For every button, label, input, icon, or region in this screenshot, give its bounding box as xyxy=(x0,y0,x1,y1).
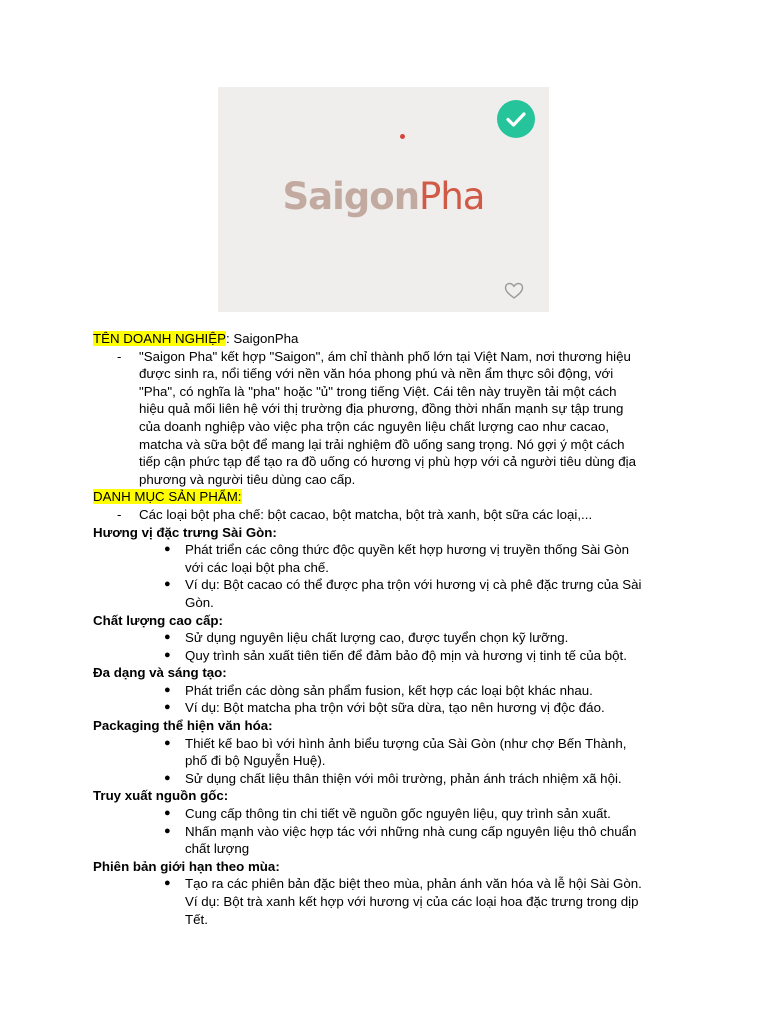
description-line: hiệu quả mối liên hệ với thị trường địa phương, đồng thời nhấn mạnh sự tập trung xyxy=(139,401,624,417)
bullet-item xyxy=(93,770,683,788)
bullet-item xyxy=(93,699,683,717)
bullet-line: với các loại bột pha chế. xyxy=(185,559,329,575)
description-line: "Pha", có nghĩa là "pha" hoặc "ủ" trong tiếng Việt. Cái tên này truyền tải một cách xyxy=(139,383,617,399)
document-body xyxy=(93,330,683,928)
logo-wordmark-saigon: Saigon xyxy=(282,175,420,218)
bullet-line: Cung cấp thông tin chi tiết về nguồn gốc nguyên liệu, quy trình sản xuất. xyxy=(185,806,611,822)
bullet-line: Tạo ra các phiên bản đặc biệt theo mùa, phản ánh văn hóa và lễ hội Sài Gòn. xyxy=(185,876,642,892)
bullet-marker: ● xyxy=(164,736,171,749)
bullet-line: Nhấn mạnh vào việc hợp tác với những nhà cung cấp nguyên liệu thô chuẩn xyxy=(185,823,637,839)
bullet-line: Phát triển các dòng sản phẩm fusion, kết hợp các loại bột khác nhau. xyxy=(185,682,593,698)
bullet-line: chất lượng xyxy=(185,841,250,857)
bullet-line: Thiết kế bao bì với hình ảnh biểu tượng của Sài Gòn (như chợ Bến Thành, xyxy=(185,735,627,751)
bullet-marker: ● xyxy=(164,631,171,644)
bullet-marker: ● xyxy=(164,824,171,837)
logo-wordmark xyxy=(218,175,549,219)
dash-marker: - xyxy=(117,348,122,364)
company-label: TÊN DOANH NGHIỆP xyxy=(93,331,226,346)
bullet-item xyxy=(93,629,683,647)
section-heading: Truy xuất nguồn gốc: xyxy=(93,788,229,804)
bullet-marker: ● xyxy=(164,543,171,556)
bullet-item xyxy=(93,875,683,928)
bullet-item xyxy=(93,576,683,611)
bullet-item xyxy=(93,647,683,665)
section-heading: Hương vị đặc trưng Sài Gòn: xyxy=(93,524,277,540)
bullet-marker: ● xyxy=(164,683,171,696)
bullet-item xyxy=(93,805,683,823)
bullet-marker: ● xyxy=(164,877,171,890)
description-line: phương và người tiêu dùng cao cấp. xyxy=(139,471,356,487)
bullet-marker: ● xyxy=(164,771,171,784)
products-label: DANH MỤC SẢN PHẨM: xyxy=(93,489,242,505)
heart-icon[interactable] xyxy=(504,282,524,305)
bullet-marker: ● xyxy=(164,701,171,714)
logo-accent-dot xyxy=(400,134,405,139)
bullet-line: Ví dụ: Bột matcha pha trộn với bột sữa dừa, tạo nên hương vị độc đáo. xyxy=(185,700,605,716)
bullet-marker: ● xyxy=(164,578,171,591)
check-icon xyxy=(497,100,535,138)
bullet-item xyxy=(93,823,683,858)
company-name: SaigonPha xyxy=(233,331,299,346)
bullet-line: Gòn. xyxy=(185,594,214,610)
logo-wordmark-pha: Pha xyxy=(419,175,485,218)
bullet-item xyxy=(93,735,683,770)
bullet-marker: ● xyxy=(164,648,171,661)
feature-sections xyxy=(93,524,683,929)
bullet-line: Ví dụ: Bột trà xanh kết hợp với hương vị của các loại hoa đặc trưng trong dịp xyxy=(185,894,639,909)
description-line: được sinh ra, nổi tiếng với nền văn hóa phong phú và nền ẩm thực sôi động, với xyxy=(139,366,614,382)
dash-marker: - xyxy=(117,506,122,522)
bullet-line: Tết. xyxy=(185,911,208,927)
section-heading: Packaging thể hiện văn hóa: xyxy=(93,718,273,734)
products-item xyxy=(93,506,683,524)
section-heading: Đa dạng và sáng tạo: xyxy=(93,665,227,681)
bullet-line: Ví dụ: Bột cacao có thể được pha trộn với hương vị cà phê đặc trưng của Sài xyxy=(185,577,642,593)
bullet-line: Sử dụng nguyên liệu chất lượng cao, được tuyển chọn kỹ lưỡng. xyxy=(185,630,569,646)
section-heading: Phiên bản giới hạn theo mùa: xyxy=(93,858,280,874)
brand-logo-image xyxy=(218,87,549,312)
bullet-line: Sử dụng chất liệu thân thiện với môi trường, phản ánh trách nhiệm xã hội. xyxy=(185,770,622,786)
company-separator: : xyxy=(225,331,234,346)
description-line: của doanh nghiệp vào việc pha trộn các nguyên liệu chất lượng cao như cacao, xyxy=(139,418,610,434)
description-line: "Saigon Pha" kết hợp "Saigon", ám chỉ thành phố lớn tại Việt Nam, nơi thương hiệu xyxy=(139,348,631,364)
company-description xyxy=(93,348,683,489)
bullet-marker: ● xyxy=(164,807,171,820)
description-line: matcha và sữa bột để mang lại trải nghiệm đồ uống sang trọng. Nó gợi ý một cách xyxy=(139,436,625,452)
description-line: tiếp cận phức tạp để tạo ra đồ uống có hương vị phù hợp với cả người tiêu dùng địa xyxy=(139,454,637,470)
products-line xyxy=(93,488,683,506)
section-heading: Chất lượng cao cấp: xyxy=(93,612,223,628)
bullet-line: Phát triển các công thức độc quyền kết hợp hương vị truyền thống Sài Gòn xyxy=(185,542,630,558)
products-item-text: Các loại bột pha chế: bột cacao, bột matcha, bột trà xanh, bột sữa các loại,... xyxy=(139,506,593,522)
bullet-item xyxy=(93,541,683,576)
company-name-line xyxy=(93,330,683,348)
bullet-line: Quy trình sản xuất tiên tiến để đảm bảo độ mịn và hương vị tinh tế của bột. xyxy=(185,647,627,663)
bullet-item xyxy=(93,682,683,700)
bullet-line: phố đi bộ Nguyễn Huệ). xyxy=(185,753,326,769)
